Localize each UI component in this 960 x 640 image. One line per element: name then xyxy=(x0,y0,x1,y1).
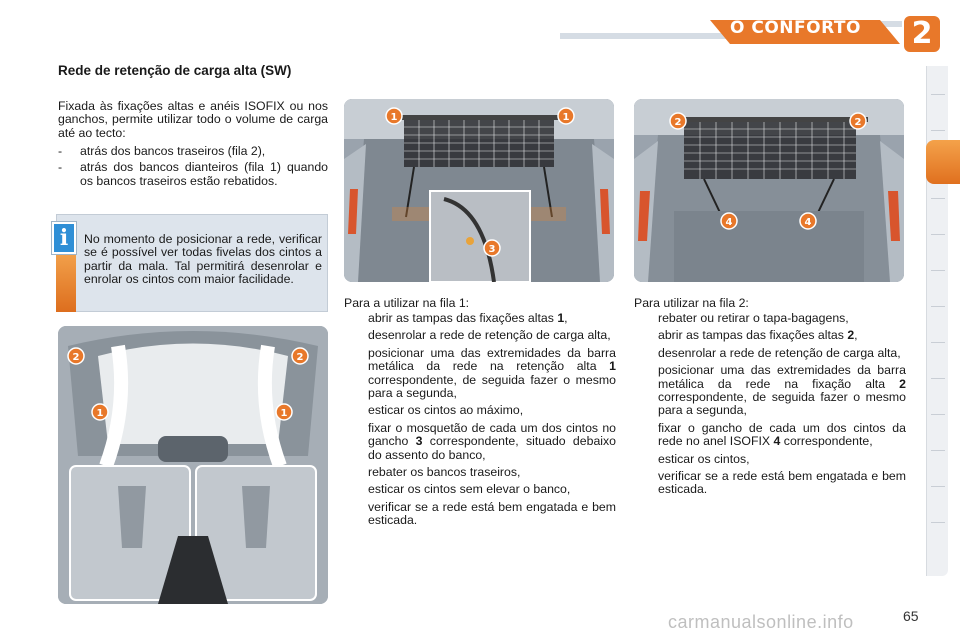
svg-text:2: 2 xyxy=(72,352,80,363)
list-item: abrir as tampas das fixações altas 1, xyxy=(368,311,568,325)
callout-marker xyxy=(800,213,816,229)
watermark: carmanualsonline.info xyxy=(668,612,854,632)
callout-marker xyxy=(850,113,866,129)
list-item: rebater ou retirar o tapa-bagagens, xyxy=(658,311,849,325)
list-item: verificar se a rede está bem engatada e bem esticada. xyxy=(658,469,906,497)
chapter-title: O CONFORTO xyxy=(730,18,861,38)
svg-text:2: 2 xyxy=(674,117,682,128)
callout-marker xyxy=(670,113,686,129)
info-accent-bar xyxy=(56,254,76,312)
callout-marker xyxy=(386,108,402,124)
chapter-number: 2 xyxy=(911,16,933,51)
svg-text:1: 1 xyxy=(390,112,398,123)
illustration-row2-net xyxy=(634,99,904,282)
row-list xyxy=(58,145,328,191)
row2-steps xyxy=(634,312,906,501)
callout-marker xyxy=(558,108,574,124)
svg-text:4: 4 xyxy=(725,217,733,228)
list-item: fixar o mosquetão de cada um dos cintos no gancho 3 correspondente, situado debaixo do assento do banco, xyxy=(368,420,616,462)
row1-steps xyxy=(344,312,616,532)
list-item: esticar os cintos ao máximo, xyxy=(368,403,524,418)
list-item: rebater os bancos traseiros, xyxy=(368,465,521,480)
svg-text:1: 1 xyxy=(562,112,570,123)
list-item: desenrolar a rede de retenção de carga alta, xyxy=(658,345,901,360)
callout-marker xyxy=(484,240,500,256)
section-title: Rede de retenção de carga alta (SW) xyxy=(58,63,292,78)
svg-text:4: 4 xyxy=(804,217,812,228)
page-number: 65 xyxy=(903,608,919,624)
info-icon: i xyxy=(52,222,76,254)
list-item: esticar os cintos, xyxy=(658,451,750,466)
list-item: abrir as tampas das fixações altas 2, xyxy=(658,328,858,343)
svg-text:1: 1 xyxy=(96,408,104,419)
section-intro: Fixada às fixações altas e anéis ISOFIX ou nos ganchos, permite utilizar todo o volume de carga até ao tecto: xyxy=(58,99,328,140)
list-item: fixar o gancho de cada um dos cintos da rede no anel ISOFIX 4 correspondente, xyxy=(658,420,906,449)
svg-text:2: 2 xyxy=(296,352,304,363)
illustration-interior-anchors xyxy=(58,326,328,604)
list-item: - atrás dos bancos dianteiros (fila 1) quando os bancos traseiros estão rebatidos. xyxy=(58,160,328,188)
callout-marker xyxy=(68,348,84,364)
list-item: posicionar uma das extremidades da barra metálica da rede na fixação alta 2 correspondente, de seguida fazer o mesmo para a segunda, xyxy=(658,363,906,418)
callout-marker xyxy=(276,404,292,420)
callout-marker xyxy=(721,213,737,229)
list-item: - atrás dos bancos traseiros (fila 2), xyxy=(58,144,266,158)
svg-text:2: 2 xyxy=(854,117,862,128)
callout-marker xyxy=(92,404,108,420)
row1-intro: Para a utilizar na fila 1: xyxy=(344,296,470,310)
callout-marker xyxy=(292,348,308,364)
row2-intro: Para utilizar na fila 2: xyxy=(634,296,749,310)
illustration-row1-net xyxy=(344,99,614,282)
list-item: verificar se a rede está bem engatada e bem esticada. xyxy=(368,499,616,528)
active-chapter-tab[interactable] xyxy=(926,140,960,184)
list-item: desenrolar a rede de retenção de carga alta, xyxy=(368,328,611,343)
list-item: esticar os cintos sem elevar o banco, xyxy=(368,482,571,497)
list-item: posicionar uma das extremidades da barra metálica da rede na retenção alta 1 correspondente, de seguida fazer o mesmo para a segunda, xyxy=(368,345,616,401)
svg-text:3: 3 xyxy=(488,244,496,255)
info-text: No momento de posicionar a rede, verificar se é possível ver todas fivelas dos cintos a partir da mala. Tal permitirá desenrolar e enrolar os cintos com maior facilidade. xyxy=(84,232,322,287)
svg-text:1: 1 xyxy=(280,408,288,419)
